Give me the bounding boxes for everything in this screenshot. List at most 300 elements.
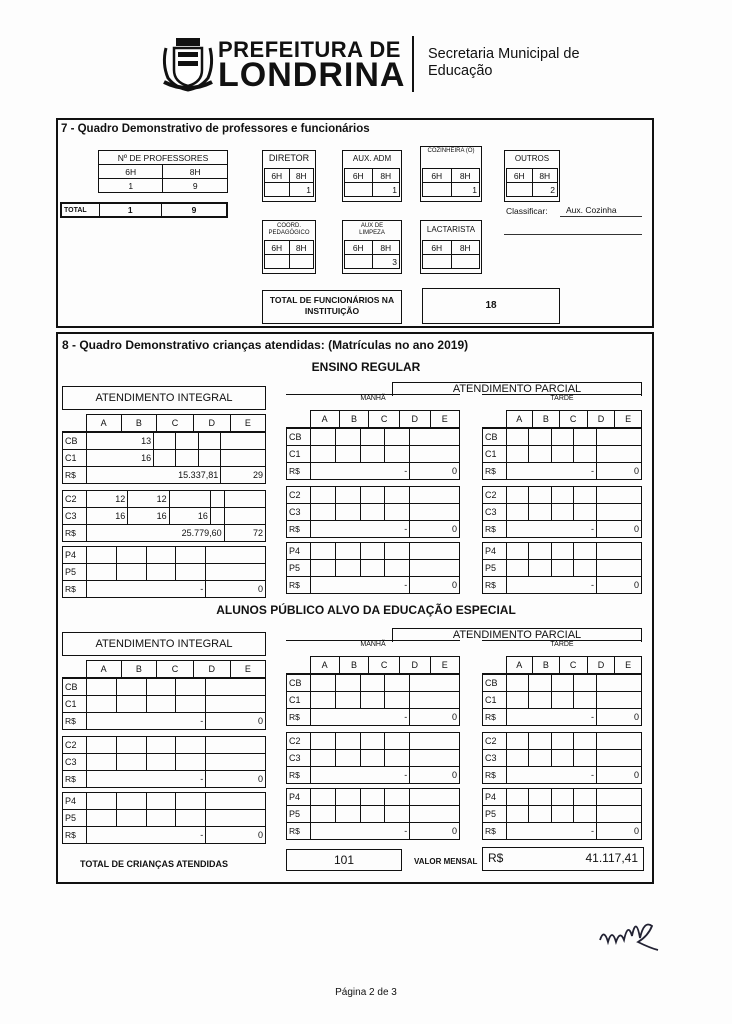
column-header: D bbox=[587, 411, 615, 428]
grid-cell bbox=[410, 429, 460, 446]
row-label: CB bbox=[483, 429, 507, 446]
auxadm-8h-value: 1 bbox=[372, 183, 400, 197]
grid-cell bbox=[529, 733, 551, 750]
grid-cell: 16 bbox=[87, 450, 154, 467]
tarde-grid-P4 bbox=[482, 542, 642, 594]
auxlimp-6h-value bbox=[345, 255, 373, 269]
manha-grid-CB bbox=[286, 674, 460, 726]
auxadm-title: AUX. ADM bbox=[352, 154, 392, 163]
grid-cell bbox=[410, 560, 460, 577]
grid-cell bbox=[529, 504, 551, 521]
manha-grid-CB bbox=[286, 428, 460, 480]
integral-grid-P4 bbox=[62, 546, 266, 598]
grid-cell bbox=[311, 487, 336, 504]
amount-value: - bbox=[87, 581, 206, 598]
row-label: C2 bbox=[483, 733, 507, 750]
tarde-grid-CB bbox=[482, 428, 642, 480]
grid-cell bbox=[574, 543, 596, 560]
grid-cell bbox=[169, 491, 210, 508]
column-header: B bbox=[339, 411, 368, 428]
grid-cell bbox=[176, 564, 206, 581]
total-criancas-label: TOTAL DE CRIANÇAS ATENDIDAS bbox=[80, 859, 229, 869]
auxlimp-8h-value: 3 bbox=[372, 255, 400, 269]
count-value: 0 bbox=[410, 521, 460, 538]
count-value: 0 bbox=[410, 767, 460, 784]
count-value: 0 bbox=[206, 581, 266, 598]
column-header: C bbox=[369, 411, 400, 428]
grid-cell bbox=[529, 692, 551, 709]
amount-value: - bbox=[507, 709, 597, 726]
count-value: 0 bbox=[596, 577, 641, 594]
integral-header: ATENDIMENTO INTEGRAL bbox=[62, 632, 266, 656]
column-header: D bbox=[193, 415, 230, 432]
column-header: B bbox=[121, 415, 156, 432]
grid-cell bbox=[154, 450, 176, 467]
grid-cell bbox=[360, 789, 385, 806]
amount-value: - bbox=[311, 521, 410, 538]
currency-label: R$ bbox=[287, 767, 311, 784]
total-8h: 9 bbox=[161, 203, 227, 217]
count-value: 0 bbox=[596, 823, 641, 840]
prof-6h-value: 1 bbox=[99, 179, 163, 193]
row-label: C1 bbox=[63, 450, 87, 467]
diretor-table bbox=[264, 168, 314, 197]
grid-cell bbox=[507, 504, 529, 521]
column-header: D bbox=[587, 657, 615, 674]
grid-cell bbox=[529, 750, 551, 767]
row-label: C3 bbox=[483, 750, 507, 767]
column-header: A bbox=[310, 411, 339, 428]
grid-cell bbox=[574, 806, 596, 823]
column-header: E bbox=[615, 657, 642, 674]
grid-cell bbox=[529, 806, 551, 823]
integral-grid-C2 bbox=[62, 736, 266, 788]
column-header: B bbox=[121, 661, 156, 678]
parcial-header: ATENDIMENTO PARCIAL bbox=[392, 628, 642, 642]
header-londrina: LONDRINA bbox=[218, 56, 406, 94]
count-value: 0 bbox=[206, 771, 266, 788]
prof-8h-value: 9 bbox=[163, 179, 228, 193]
grid-cell bbox=[311, 560, 336, 577]
grid-cell bbox=[385, 750, 410, 767]
classificar-line-2 bbox=[504, 234, 642, 235]
integral-column-header bbox=[62, 660, 266, 678]
grid-cell bbox=[574, 733, 596, 750]
grid-cell bbox=[507, 733, 529, 750]
grid-cell bbox=[596, 806, 641, 823]
amount-value: 15.337,81 bbox=[87, 467, 221, 484]
tarde-grid-P4 bbox=[482, 788, 642, 840]
diretor-6h-value bbox=[265, 183, 290, 197]
grid-cell bbox=[335, 692, 360, 709]
hours-8h: 8H bbox=[372, 169, 400, 183]
grid-cell bbox=[311, 543, 336, 560]
grid-cell bbox=[574, 692, 596, 709]
professores-title: Nº DE PROFESSORES bbox=[99, 151, 228, 165]
grid-cell bbox=[410, 789, 460, 806]
grid-cell bbox=[507, 543, 529, 560]
grid-cell bbox=[507, 692, 529, 709]
blank-cell bbox=[482, 657, 506, 674]
grid-cell bbox=[360, 446, 385, 463]
integral-header: ATENDIMENTO INTEGRAL bbox=[62, 386, 266, 410]
grid-cell bbox=[87, 810, 117, 827]
grid-cell bbox=[87, 754, 117, 771]
currency-label: R$ bbox=[287, 577, 311, 594]
column-header: E bbox=[430, 657, 459, 674]
grid-cell bbox=[176, 754, 206, 771]
tarde-grid-C2 bbox=[482, 486, 642, 538]
grid-cell bbox=[410, 504, 460, 521]
grid-cell bbox=[574, 675, 596, 692]
row-label: C1 bbox=[483, 692, 507, 709]
column-header: B bbox=[533, 411, 560, 428]
grid-cell bbox=[596, 750, 641, 767]
grid-cell bbox=[176, 450, 198, 467]
manha-header: MANHÃ bbox=[286, 640, 460, 654]
grid-cell bbox=[410, 487, 460, 504]
manha-column-header bbox=[286, 656, 460, 674]
grid-cell bbox=[385, 806, 410, 823]
grid-cell bbox=[146, 679, 176, 696]
currency-label: R$ bbox=[483, 709, 507, 726]
amount-value: - bbox=[87, 771, 206, 788]
grid-cell bbox=[529, 429, 551, 446]
hours-6h: 6H bbox=[265, 169, 290, 183]
currency-label: R$ bbox=[287, 521, 311, 538]
row-label: CB bbox=[63, 433, 87, 450]
manha-grid-C2 bbox=[286, 486, 460, 538]
manha-header: MANHÃ bbox=[286, 394, 460, 408]
column-header: D bbox=[193, 661, 230, 678]
row-label: C3 bbox=[287, 504, 311, 521]
column-header: A bbox=[310, 657, 339, 674]
row-label: C3 bbox=[63, 754, 87, 771]
grid-cell bbox=[335, 487, 360, 504]
grid-cell bbox=[87, 679, 117, 696]
hours-6h: 6H bbox=[507, 169, 533, 183]
grid-cell: 12 bbox=[128, 491, 169, 508]
grid-cell bbox=[529, 446, 551, 463]
grid-cell bbox=[146, 793, 176, 810]
grid-cell bbox=[335, 750, 360, 767]
row-label: C2 bbox=[483, 487, 507, 504]
total-label: TOTAL bbox=[61, 203, 99, 217]
grid-cell bbox=[335, 429, 360, 446]
grid-cell bbox=[360, 560, 385, 577]
column-header: A bbox=[506, 411, 533, 428]
outros-title: OUTROS bbox=[514, 154, 550, 163]
header-divider bbox=[412, 36, 414, 92]
grid-cell bbox=[311, 675, 336, 692]
grid-cell bbox=[335, 504, 360, 521]
cozinheira-6h-value bbox=[423, 183, 452, 197]
integral-grid-CB bbox=[62, 678, 266, 730]
total-funcionarios-value: 18 bbox=[422, 288, 560, 324]
amount-value: - bbox=[311, 709, 410, 726]
currency-label: R$ bbox=[287, 463, 311, 480]
currency-label: R$ bbox=[63, 771, 87, 788]
currency-label: R$ bbox=[63, 467, 87, 484]
grid-cell bbox=[551, 504, 573, 521]
grid-cell bbox=[596, 560, 641, 577]
grid-cell bbox=[360, 429, 385, 446]
column-header: B bbox=[533, 657, 560, 674]
grid-cell bbox=[385, 733, 410, 750]
blank-cell bbox=[62, 661, 86, 678]
grid-cell bbox=[360, 806, 385, 823]
currency-label: R$ bbox=[483, 463, 507, 480]
coord-title: COORD. PEDAGÓGICO bbox=[268, 223, 310, 236]
grid-cell bbox=[551, 560, 573, 577]
grid-cell bbox=[551, 675, 573, 692]
grid-cell bbox=[176, 810, 206, 827]
column-header: C bbox=[157, 415, 194, 432]
grid-cell bbox=[116, 810, 146, 827]
grid-cell bbox=[596, 543, 641, 560]
amount-value: - bbox=[87, 713, 206, 730]
grid-cell bbox=[210, 508, 224, 525]
column-header: C bbox=[559, 657, 587, 674]
grid-cell bbox=[385, 487, 410, 504]
hours-6h: 6H bbox=[99, 165, 163, 179]
blank-cell bbox=[482, 411, 506, 428]
valor-mensal-label: VALOR MENSAL bbox=[414, 857, 478, 866]
grid-cell bbox=[551, 789, 573, 806]
grid-cell bbox=[385, 675, 410, 692]
grid-cell bbox=[574, 487, 596, 504]
grid-cell bbox=[507, 789, 529, 806]
currency-label: R$ bbox=[483, 521, 507, 538]
hours-8h: 8H bbox=[163, 165, 228, 179]
row-label: C1 bbox=[63, 696, 87, 713]
row-label: P4 bbox=[287, 789, 311, 806]
auxlimp-title: AUX DE LIMPEZA bbox=[359, 223, 385, 236]
grid-cell bbox=[311, 750, 336, 767]
grid-cell bbox=[551, 543, 573, 560]
section-7-title: 7 - Quadro Demonstrativo de professores e funcionários bbox=[61, 123, 370, 135]
grid-cell bbox=[311, 806, 336, 823]
grid-cell bbox=[551, 429, 573, 446]
integral-grid-P4 bbox=[62, 792, 266, 844]
column-header: E bbox=[615, 411, 642, 428]
grid-cell bbox=[596, 429, 641, 446]
amount-value: - bbox=[507, 577, 597, 594]
grid-cell bbox=[224, 491, 265, 508]
grid-cell bbox=[335, 789, 360, 806]
amount-value: - bbox=[507, 463, 597, 480]
column-header: B bbox=[339, 657, 368, 674]
currency-label: R$ bbox=[63, 525, 87, 542]
lactarista-8h-value bbox=[451, 255, 480, 269]
grid-cell bbox=[385, 429, 410, 446]
outros-table bbox=[506, 168, 558, 197]
row-label: C2 bbox=[287, 487, 311, 504]
handwritten-signature bbox=[598, 912, 662, 959]
currency-label: R$ bbox=[483, 823, 507, 840]
column-header: A bbox=[506, 657, 533, 674]
grid-cell bbox=[176, 679, 206, 696]
grid-cell bbox=[574, 429, 596, 446]
grid-cell bbox=[410, 733, 460, 750]
integral-column-header bbox=[62, 414, 266, 432]
grid-cell bbox=[529, 487, 551, 504]
grid-cell bbox=[507, 446, 529, 463]
grid-cell bbox=[206, 679, 266, 696]
total-6h: 1 bbox=[99, 203, 161, 217]
hours-8h: 8H bbox=[451, 169, 480, 183]
tarde-column-header bbox=[482, 656, 642, 674]
currency-label: R$ bbox=[483, 767, 507, 784]
hours-6h: 6H bbox=[265, 241, 290, 255]
column-header: C bbox=[369, 657, 400, 674]
amount-value: - bbox=[311, 823, 410, 840]
row-label: P5 bbox=[63, 564, 87, 581]
integral-grid-CB bbox=[62, 432, 266, 484]
grid-cell bbox=[311, 504, 336, 521]
amount-value: - bbox=[507, 767, 597, 784]
row-label: C1 bbox=[483, 446, 507, 463]
column-header: D bbox=[399, 411, 430, 428]
grid-cell bbox=[360, 675, 385, 692]
tarde-header: TARDE bbox=[482, 640, 642, 654]
hours-8h: 8H bbox=[532, 169, 558, 183]
header-prefeitura: PREFEITURA DE bbox=[218, 37, 401, 62]
auxlimp-table bbox=[344, 240, 400, 269]
grid-cell bbox=[116, 696, 146, 713]
row-label: C3 bbox=[483, 504, 507, 521]
city-coat-of-arms-logo bbox=[160, 34, 216, 92]
manha-grid-P4 bbox=[286, 788, 460, 840]
manha-column-header bbox=[286, 410, 460, 428]
grid-cell bbox=[176, 547, 206, 564]
grid-cell bbox=[574, 750, 596, 767]
grid-cell bbox=[224, 508, 265, 525]
grid-cell bbox=[360, 543, 385, 560]
grid-cell bbox=[360, 750, 385, 767]
grid-cell bbox=[198, 450, 220, 467]
count-value: 0 bbox=[206, 713, 266, 730]
professores-total-table bbox=[60, 202, 228, 218]
grid-cell bbox=[146, 564, 176, 581]
auxadm-6h-value bbox=[345, 183, 373, 197]
grid-cell bbox=[529, 789, 551, 806]
row-label: P5 bbox=[63, 810, 87, 827]
grid-cell bbox=[311, 429, 336, 446]
outros-8h-value: 2 bbox=[532, 183, 558, 197]
grid-cell bbox=[507, 806, 529, 823]
coord-table bbox=[264, 240, 314, 269]
classificar-value: Aux. Cozinha bbox=[566, 205, 617, 215]
diretor-title: DIRETOR bbox=[268, 153, 310, 163]
grid-cell bbox=[507, 750, 529, 767]
hours-6h: 6H bbox=[345, 241, 373, 255]
manha-grid-P4 bbox=[286, 542, 460, 594]
grid-cell bbox=[210, 491, 224, 508]
grid-cell bbox=[507, 487, 529, 504]
grid-cell bbox=[176, 433, 198, 450]
tarde-grid-C2 bbox=[482, 732, 642, 784]
grid-cell bbox=[507, 429, 529, 446]
total-criancas-value: 101 bbox=[286, 849, 402, 871]
grid-cell bbox=[385, 789, 410, 806]
grid-cell bbox=[116, 754, 146, 771]
row-label: CB bbox=[287, 429, 311, 446]
count-value: 0 bbox=[596, 521, 641, 538]
section-8-title: 8 - Quadro Demonstrativo crianças atendidas: (Matrículas no ano 2019) bbox=[62, 338, 469, 352]
grid-cell bbox=[410, 806, 460, 823]
professores-table bbox=[98, 150, 228, 193]
amount-value: - bbox=[311, 577, 410, 594]
row-label: C3 bbox=[287, 750, 311, 767]
grid-cell bbox=[574, 446, 596, 463]
grid-cell bbox=[176, 737, 206, 754]
grid-cell bbox=[154, 433, 176, 450]
column-header: E bbox=[230, 661, 265, 678]
blank-cell bbox=[286, 657, 310, 674]
grid-cell bbox=[335, 675, 360, 692]
row-label: C2 bbox=[63, 491, 87, 508]
grid-cell bbox=[385, 446, 410, 463]
grid-cell bbox=[596, 504, 641, 521]
classificar-underline bbox=[560, 216, 642, 217]
cozinheira-table bbox=[422, 168, 480, 197]
valor-mensal-currency: R$ bbox=[488, 851, 504, 865]
row-label: C1 bbox=[287, 446, 311, 463]
grid-cell bbox=[311, 446, 336, 463]
currency-label: R$ bbox=[63, 827, 87, 844]
currency-label: R$ bbox=[63, 581, 87, 598]
grid-cell bbox=[146, 696, 176, 713]
coord-6h-value bbox=[265, 255, 290, 269]
grid-cell bbox=[551, 806, 573, 823]
hours-8h: 8H bbox=[372, 241, 400, 255]
column-header: A bbox=[86, 415, 121, 432]
hours-8h: 8H bbox=[289, 169, 314, 183]
grid-cell bbox=[116, 679, 146, 696]
grid-cell bbox=[206, 564, 266, 581]
grid-cell bbox=[360, 487, 385, 504]
grid-cell bbox=[596, 446, 641, 463]
grid-cell: 16 bbox=[87, 508, 128, 525]
grid-cell bbox=[198, 433, 220, 450]
grid-cell bbox=[87, 547, 117, 564]
blank-cell bbox=[62, 415, 86, 432]
grid-cell bbox=[596, 789, 641, 806]
currency-label: R$ bbox=[63, 713, 87, 730]
currency-label: R$ bbox=[287, 709, 311, 726]
column-header: D bbox=[399, 657, 430, 674]
grid-cell bbox=[574, 789, 596, 806]
row-label: P4 bbox=[287, 543, 311, 560]
educacao-especial-heading: ALUNOS PÚBLICO ALVO DA EDUCAÇÃO ESPECIAL bbox=[216, 603, 516, 617]
grid-cell bbox=[176, 793, 206, 810]
row-label: P5 bbox=[287, 806, 311, 823]
grid-cell bbox=[507, 675, 529, 692]
grid-cell bbox=[385, 692, 410, 709]
grid-cell bbox=[311, 692, 336, 709]
grid-cell bbox=[385, 560, 410, 577]
grid-cell bbox=[206, 754, 266, 771]
count-value: 72 bbox=[224, 525, 265, 542]
classificar-label: Classificar: bbox=[506, 206, 548, 216]
amount-value: 25.779,60 bbox=[87, 525, 225, 542]
currency-label: R$ bbox=[287, 823, 311, 840]
lactarista-table bbox=[422, 240, 480, 269]
grid-cell bbox=[551, 692, 573, 709]
count-value: 29 bbox=[221, 467, 266, 484]
row-label: P4 bbox=[483, 543, 507, 560]
